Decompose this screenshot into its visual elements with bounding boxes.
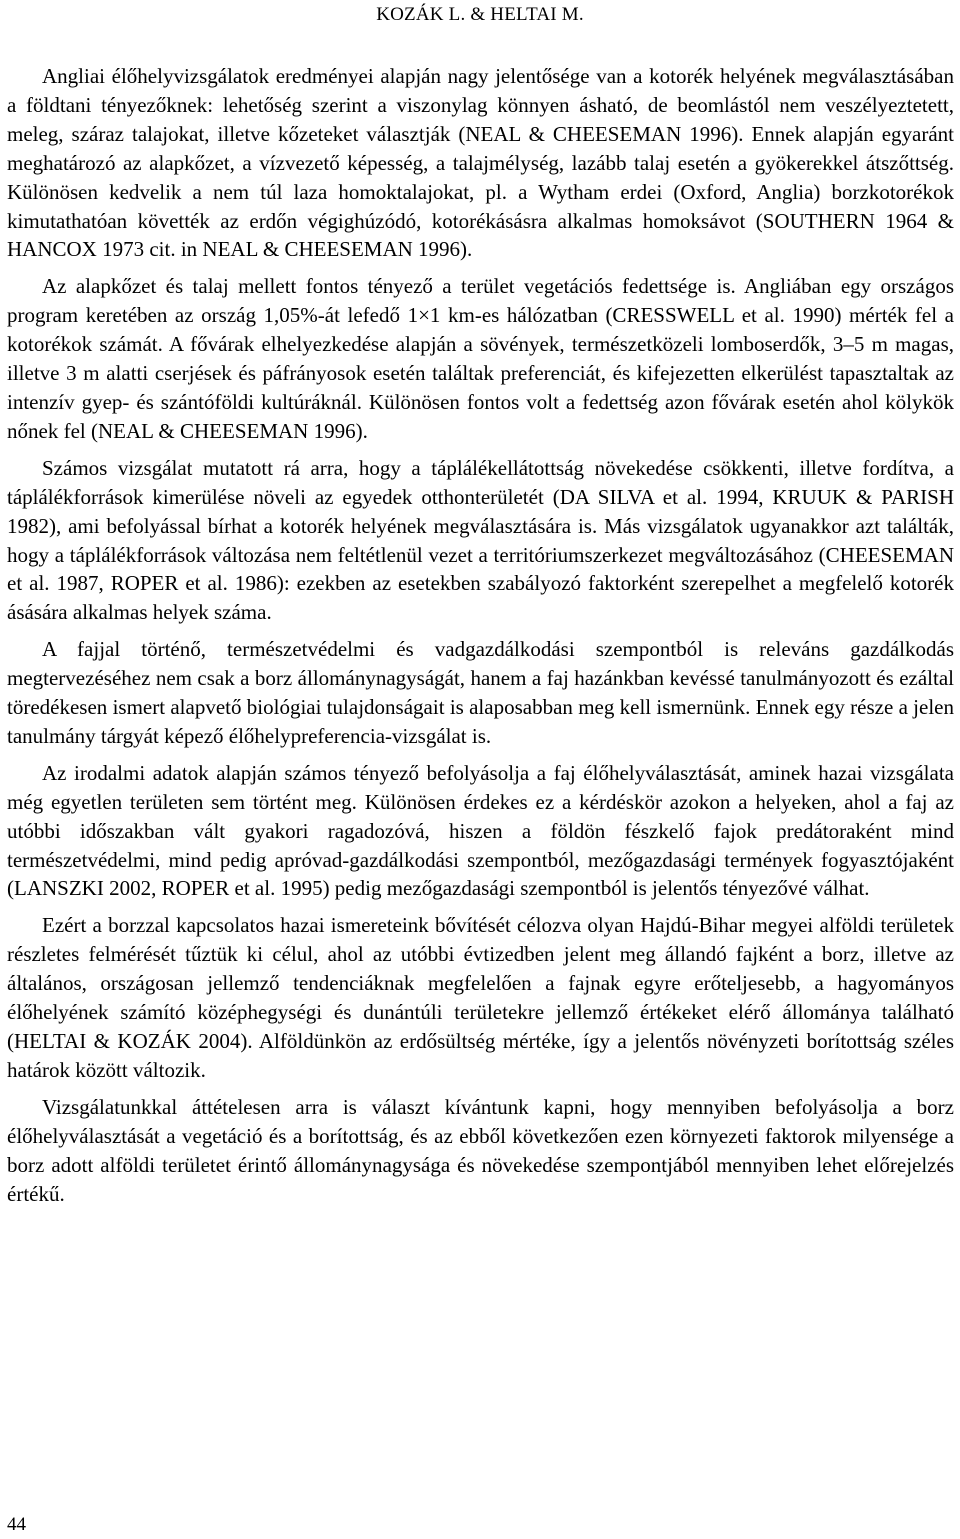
paragraph: Angliai élőhelyvizsgálatok eredményei alapján nagy jelentősége van a kotorék helyének megválasztásában a földtani tényezőknek: lehetőség szerint a viszonylag könnyen ásható, de beomlástól nem veszélyeztetett, meleg, száraz talajokat, illetve kőzeteket választják (NEAL & CHEESEMAN 1996). Ennek alapján egyaránt meghatározó az alapkőzet, a vízvezető képesség, a talajmélység, lazább talaj esetén a gyökerekkel átszőttség. Különösen kedvelik a nem túl laza homoktalajokat, pl. a Wytham erdei (Oxford, Anglia) borzkotorékok kimutathatóan követték az erdőn végighúzódó, kotorékásásra alkalmas homoksávot (SOUTHERN 1964 & HANCOX 1973 cit. in NEAL & CHEESEMAN 1996). — [7, 64, 954, 262]
paragraph: Az alapkőzet és talaj mellett fontos tényező a terület vegetációs fedettsége is. Angliában egy országos program keretében az ország 1,05%-át lefedő 1×1 km-es hálózatban (CRESSWELL et al. 1990) mérték fel a kotorékok számát. A fővárak elhelyezkedése alapján a sövények, természetközeli lomboserdők, 3–5 m magas, illetve 3 m alatti cserjések és páfrányosok esetén találtak preferenciát, és kifejezetten elkerülést tapasztaltak az intenzív gyep- és szántóföldi kultúráknál. Különösen fontos volt a fedettség azon fővárak esetén ahol kölykök nőnek fel (NEAL & CHEESEMAN 1996). — [7, 274, 954, 443]
paragraph: Vizsgálatunkkal áttételesen arra is választ kívántunk kapni, hogy mennyiben befolyásolja a borz élőhelyválasztását a vegetáció és a borítottság, és az ebből következően ezen környezeti faktorok milyensége a borz adott alföldi területet érintő állománynagysága és növekedése szempontjából mennyiben lehet előrejelzés értékű. — [7, 1094, 954, 1206]
running-head: KOZÁK L. & HELTAI M. — [376, 4, 584, 25]
page-number: 44 — [7, 1514, 26, 1535]
paragraph: Számos vizsgálat mutatott rá arra, hogy a táplálékellátottság növekedése csökkenti, illetve fordítva, a táplálékforrások kimerülése növeli az egyedek otthonterületét (DA SILVA et al. 1994, KRUUK & PARISH 1982), ami befolyással bírhat a kotorék helyének megválasztására is. Más vizsgálatok ugyanakkor azt találták, hogy a táplálékforrások változása nem feltétlenül vezet a territóriumszerkezet megváltozásához (CHEESEMAN et al. 1987, ROPER et al. 1986): ezekben az esetekben szabályozó faktorként szerepelhet a megfelelő kotorék ásására alkalmas helyek száma. — [7, 455, 954, 625]
paragraph: A fajjal történő, természetvédelmi és vadgazdálkodási szempontból is releváns gazdálkodás megtervezéséhez nem csak a borz állománynagyságát, hanem a faj hazánkban kevéssé tanulmányozott és ezáltal töredékesen ismert alapvető biológiai tulajdonságait is alaposabban meg kell ismernünk. Ennek egy része a jelen tanulmány tárgyát képező élőhelypreferencia-vizsgálat is. — [7, 637, 954, 748]
body-text — [7, 62, 954, 1208]
paragraph: Az irodalmi adatok alapján számos tényező befolyásolja a faj élőhelyválasztását, aminek hazai vizsgálata még egyetlen területen sem történt meg. Különösen érdekes ez a kérdéskör azokon a helyeken, ahol a faj az utóbbi időszakban vált gyakori ragadozóvá, hiszen a földön fészkelő fajok predátoraként mind természetvédelmi, mind pedig apróvad-gazdálkodási szempontból, mezőgazdasági termények fogyasztójaként (LANSZKI 2002, ROPER et al. 1995) pedig mezőgazdasági szempontból is jelentős tényezővé válhat. — [7, 760, 954, 901]
paragraph: Ezért a borzzal kapcsolatos hazai ismereteink bővítését célozva olyan Hajdú-Bihar megyei alföldi területek részletes felmérését tűztük ki célul, ahol az utóbbi évtizedben jelent meg állandó fajként a borz, illetve az általános, országosan jellemző tendenciáknak megfelelően a fajnak egyre erőteljesebb, a hagyományos élőhelyének számító középhegységi és dunántúli területekre jellemző értékeket elérő állománya található (HELTAI & KOZÁK 2004). Alföldünkön az erdősültség mértéke, így a jelentős növényzeti borítottság széles határok között változik. — [7, 913, 954, 1082]
